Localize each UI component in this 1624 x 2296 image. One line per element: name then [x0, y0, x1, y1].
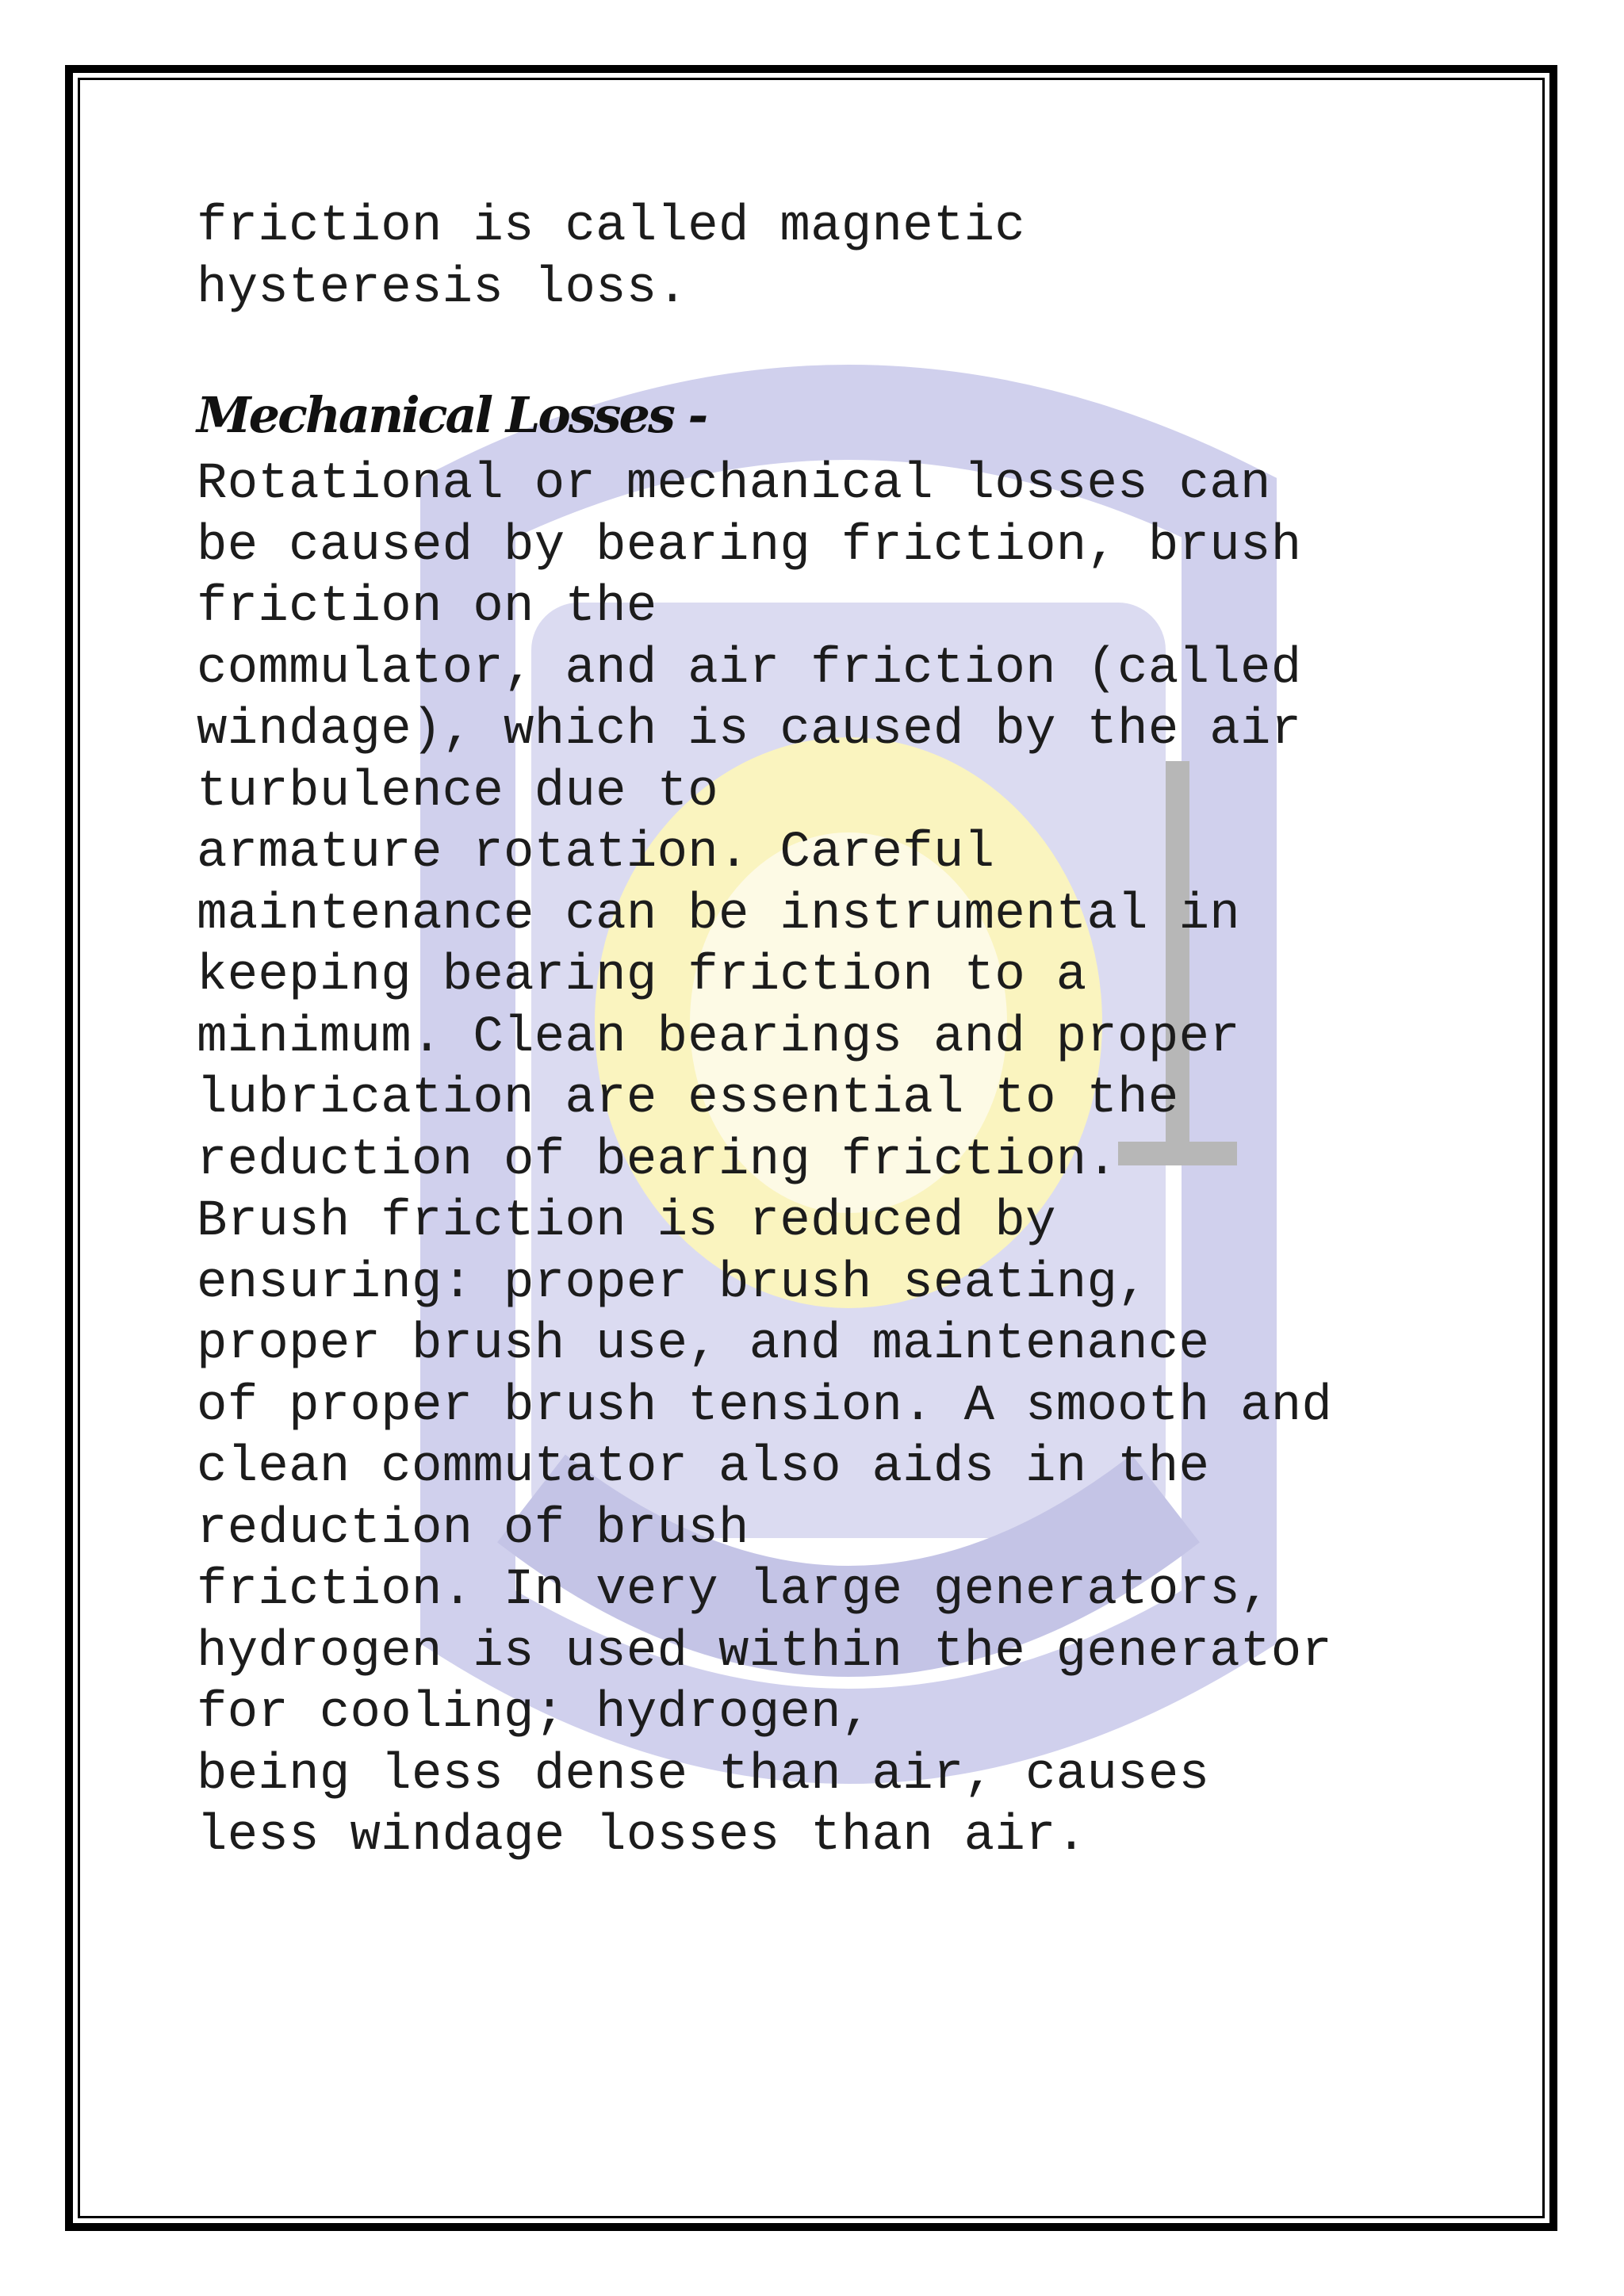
body-line: friction on the: [197, 579, 657, 636]
body-line: of proper brush tension. A smooth and: [197, 1377, 1333, 1435]
page-content: [197, 197, 1497, 1868]
body-line: armature rotation. Careful: [197, 825, 995, 882]
body-line: reduction of brush: [197, 1500, 749, 1558]
body-line: Brush friction is reduced by: [197, 1193, 1056, 1250]
intro-line: hysteresis loss.: [197, 259, 688, 317]
body-line: friction. In very large generators,: [197, 1562, 1271, 1619]
body-line: lubrication are essential to the: [197, 1070, 1179, 1127]
body-line: minimum. Clean bearings and proper: [197, 1008, 1241, 1066]
body-line: turbulence due to: [197, 763, 719, 821]
body-line: clean commutator also aids in the: [197, 1439, 1210, 1496]
body-line: commulator, and air friction (called: [197, 640, 1302, 698]
body-line: ensuring: proper brush seating,: [197, 1254, 1148, 1312]
body-line: less windage losses than air.: [197, 1808, 1087, 1865]
intro-line: friction is called magnetic: [197, 198, 1026, 255]
body-line: being less dense than air, causes: [197, 1746, 1210, 1804]
body-line: maintenance can be instrumental in: [197, 886, 1241, 943]
body-line: hydrogen is used within the generator: [197, 1623, 1333, 1681]
mechanical-losses-body: [197, 454, 1497, 1868]
body-line: Rotational or mechanical losses can: [197, 456, 1271, 513]
body-line: windage), which is caused by the air: [197, 702, 1302, 759]
body-line: be caused by bearing friction, brush: [197, 517, 1302, 575]
body-line: proper brush use, and maintenance: [197, 1316, 1210, 1373]
body-line: for cooling; hydrogen,: [197, 1685, 872, 1742]
body-line: reduction of bearing friction.: [197, 1131, 1118, 1189]
body-line: keeping bearing friction to a: [197, 947, 1087, 1004]
section-heading: Mechanical Losses -: [197, 386, 707, 444]
